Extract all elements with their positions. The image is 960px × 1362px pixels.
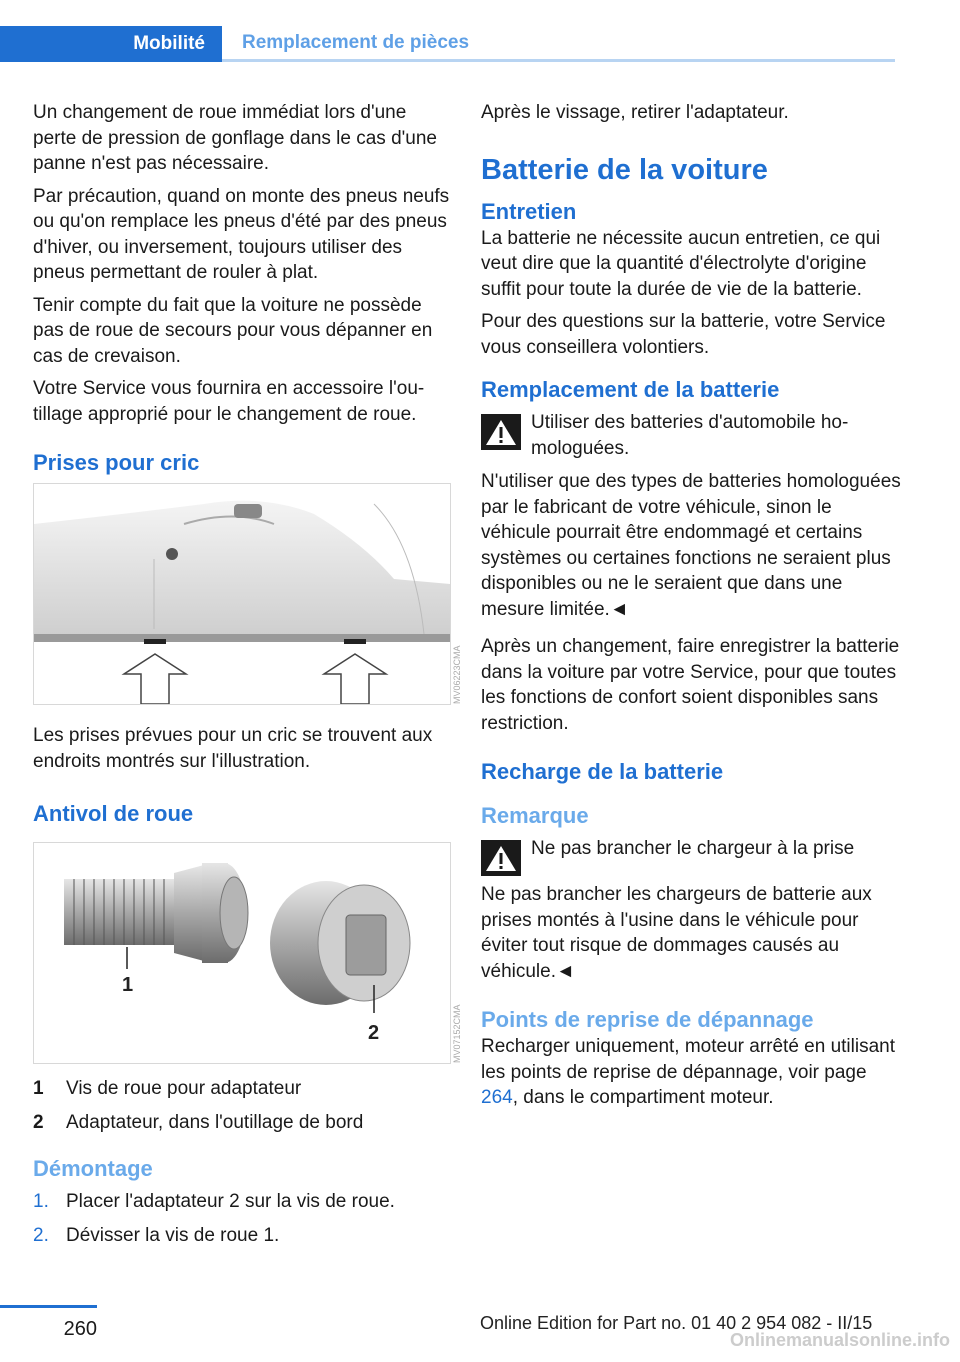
- callout-2: 2: [368, 1022, 380, 1044]
- heading-points-reprise: Points de reprise de dépannage: [481, 1007, 814, 1032]
- legend-item: 2 Adaptateur, dans l'outillage de bord: [33, 1111, 364, 1133]
- heading-remplacement: Remplacement de la batterie: [481, 377, 780, 402]
- header-tabs: [0, 26, 895, 62]
- heading-entretien: Entretien: [481, 198, 577, 224]
- step-item: 1. Placer l'adaptateur 2 sur la vis de roue.: [33, 1191, 395, 1212]
- warning-triangle-icon: [481, 414, 521, 450]
- footer-edition: Online Edition for Part no. 01 40 2 954 082 - II/15: [480, 1313, 873, 1333]
- paragraph: Après le vissage, retirer l'adaptateur.: [481, 102, 789, 123]
- paragraph: Les prises prévues pour un cric se trouvent aux endroits montrés sur l'illustration.: [33, 725, 433, 772]
- page-number: 260: [0, 1305, 97, 1341]
- paragraph: Par précaution, quand on monte des pneus neufs ou qu'on remplace les pneus d'été par des pneus d'hiver, ou inversement, toujours utiliser des pneus permettant de rouler à plat.: [33, 185, 450, 283]
- paragraph: Tenir compte du fait que la voiture ne possède pas de roue de secours pour vous dépanner en cas de crevaison.: [33, 294, 433, 367]
- wheel-lock-figure: [33, 842, 462, 1064]
- figure-code: MV06223CMA: [452, 645, 462, 704]
- paragraph: Votre Service vous fournira en accessoire l'outillage approprié pour le changement de roue.: [33, 378, 425, 425]
- warning-triangle-icon: [481, 840, 521, 876]
- right-column: [481, 100, 901, 1118]
- heading-prises-cric: Prises pour cric: [33, 450, 200, 475]
- warning-text: Utiliser des batteries d'automobile homologuées.: [531, 412, 849, 459]
- heading-antivol: Antivol de roue: [33, 801, 194, 826]
- left-column: [33, 100, 462, 1256]
- tab-remplacement-pieces[interactable]: Remplacement de pièces: [222, 26, 895, 62]
- heading-remarque: Remarque: [481, 803, 589, 828]
- paragraph: Après un changement, faire enregistrer la batterie dans la voiture par votre Service, pour que toutes les fonctions de confort soient disponibles sans restriction.: [481, 636, 900, 734]
- car-jack-points-figure: [33, 483, 462, 705]
- page-link[interactable]: 264: [481, 1087, 513, 1108]
- paragraph: Un changement de roue immédiat lors d'une perte de pression de gonflage dans le cas d'une panne n'est pas nécessaire.: [33, 102, 437, 174]
- paragraph: Pour des questions sur la batterie, votre Service vous conseillera volontiers.: [481, 311, 886, 358]
- tab-mobilite[interactable]: Mobilité: [0, 26, 222, 62]
- warning-block: [481, 836, 901, 876]
- paragraph: Ne pas brancher les chargeurs de batterie aux prises montés à l'usine dans le véhicule pour éviter tout risque de dommages causés au véhicule.◄: [481, 884, 872, 982]
- car-side-illustration: [34, 484, 450, 704]
- heading-batterie: Batterie de la voiture: [481, 153, 768, 186]
- callout-1: 1: [122, 974, 134, 996]
- warning-title: Ne pas brancher le chargeur à la prise: [531, 838, 855, 859]
- paragraph: Recharger uniquement, moteur arrêté en utilisant les points de reprise de dépannage, voir page 264, dans le compartiment moteur.: [481, 1036, 896, 1108]
- wheel-lock-illustration: [34, 843, 450, 1063]
- legend-item: 1 Vis de roue pour adaptateur: [33, 1078, 302, 1099]
- warning-block: [481, 410, 901, 463]
- heading-recharge: Recharge de la batterie: [481, 759, 724, 784]
- step-item: 2. Dévisser la vis de roue 1.: [33, 1224, 280, 1246]
- figure-code: MV07152CMA: [452, 1004, 462, 1063]
- paragraph: La batterie ne nécessite aucun entretien, ce qui veut dire que la quantité d'électrolyte d'origine suffit pour toute la durée de vie de la batterie.: [481, 227, 881, 300]
- paragraph: N'utiliser que des types de batteries homologuées par le fabricant de votre véhicule, sinon le véhicule pourrait être endommagé et certains systèmes ou certaines fonctions ne seraient plus disponibles ou ne le seraient que dans une mesure limitée.◄: [481, 471, 901, 620]
- watermark: Onlinemanualsonline.info: [729, 1330, 950, 1350]
- heading-demontage: Démontage: [33, 1156, 153, 1181]
